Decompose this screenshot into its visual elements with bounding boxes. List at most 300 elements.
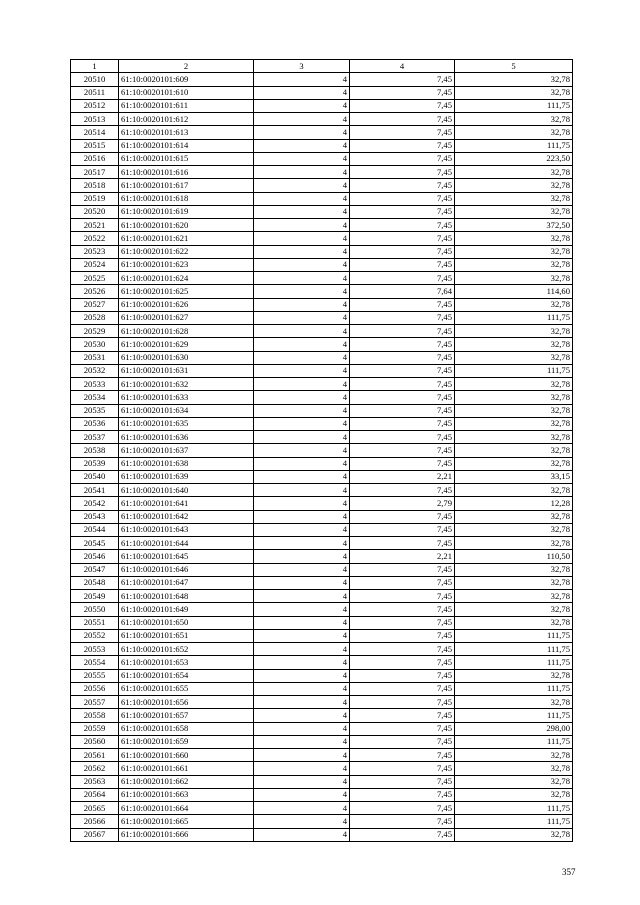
table-row — [71, 629, 573, 642]
table-cell: 32,78 — [455, 510, 573, 523]
table-row — [71, 510, 573, 523]
table-cell: 7,45 — [350, 192, 455, 205]
table-cell: 61:10:0020101:617 — [119, 179, 254, 192]
table-cell: 4 — [254, 444, 350, 457]
table-cell: 7,45 — [350, 788, 455, 801]
table-cell: 7,45 — [350, 431, 455, 444]
table-cell: 7,45 — [350, 457, 455, 470]
table-row — [71, 537, 573, 550]
table-cell: 7,45 — [350, 179, 455, 192]
table-cell: 20525 — [71, 272, 119, 285]
table-cell: 61:10:0020101:636 — [119, 431, 254, 444]
table-cell: 32,78 — [455, 338, 573, 351]
table-cell: 32,78 — [455, 126, 573, 139]
table-cell: 4 — [254, 457, 350, 470]
table-cell: 110,50 — [455, 550, 573, 563]
table-row — [71, 828, 573, 841]
table-row — [71, 73, 573, 86]
table-cell: 114,60 — [455, 285, 573, 298]
table-cell: 61:10:0020101:648 — [119, 590, 254, 603]
table-cell: 7,45 — [350, 523, 455, 536]
table-cell: 33,15 — [455, 470, 573, 483]
table-cell: 61:10:0020101:661 — [119, 762, 254, 775]
table-cell: 32,78 — [455, 378, 573, 391]
table-cell: 7,45 — [350, 166, 455, 179]
table-cell: 111,75 — [455, 709, 573, 722]
table-cell: 7,45 — [350, 603, 455, 616]
table-cell: 20547 — [71, 563, 119, 576]
table-cell: 32,78 — [455, 205, 573, 218]
table-cell: 20566 — [71, 815, 119, 828]
table-row — [71, 404, 573, 417]
table-cell: 111,75 — [455, 682, 573, 695]
table-cell: 20537 — [71, 431, 119, 444]
table-cell: 61:10:0020101:663 — [119, 788, 254, 801]
table-cell: 32,78 — [455, 788, 573, 801]
table-cell: 20522 — [71, 232, 119, 245]
table-cell: 4 — [254, 643, 350, 656]
table-cell: 7,45 — [350, 351, 455, 364]
table-cell: 20565 — [71, 802, 119, 815]
table-cell: 7,45 — [350, 245, 455, 258]
table-row — [71, 709, 573, 722]
table-cell: 20517 — [71, 166, 119, 179]
table-cell: 223,50 — [455, 152, 573, 165]
table-cell: 7,45 — [350, 590, 455, 603]
table-cell: 20557 — [71, 696, 119, 709]
table-cell: 61:10:0020101:652 — [119, 643, 254, 656]
table-row — [71, 245, 573, 258]
table-cell: 298,00 — [455, 722, 573, 735]
table-cell: 20562 — [71, 762, 119, 775]
table-cell: 4 — [254, 656, 350, 669]
table-cell: 4 — [254, 576, 350, 589]
table-cell: 4 — [254, 417, 350, 430]
table-cell: 20548 — [71, 576, 119, 589]
column-header: 1 — [71, 60, 119, 73]
table-cell: 32,78 — [455, 696, 573, 709]
table-cell: 32,78 — [455, 484, 573, 497]
table-cell: 20563 — [71, 775, 119, 788]
table-cell: 20528 — [71, 311, 119, 324]
table-cell: 20514 — [71, 126, 119, 139]
table-cell: 20541 — [71, 484, 119, 497]
table-cell: 20527 — [71, 298, 119, 311]
table-cell: 32,78 — [455, 417, 573, 430]
table-cell: 7,45 — [350, 73, 455, 86]
table-cell: 61:10:0020101:637 — [119, 444, 254, 457]
table-cell: 4 — [254, 126, 350, 139]
table-row — [71, 643, 573, 656]
table-cell: 7,45 — [350, 232, 455, 245]
table-cell: 61:10:0020101:642 — [119, 510, 254, 523]
table-cell: 32,78 — [455, 444, 573, 457]
table-row — [71, 590, 573, 603]
table-cell: 61:10:0020101:662 — [119, 775, 254, 788]
table-cell: 20558 — [71, 709, 119, 722]
table-cell: 32,78 — [455, 775, 573, 788]
table-cell: 20534 — [71, 391, 119, 404]
table-cell: 4 — [254, 709, 350, 722]
table-cell: 61:10:0020101:619 — [119, 205, 254, 218]
table-cell: 7,45 — [350, 510, 455, 523]
table-cell: 61:10:0020101:655 — [119, 682, 254, 695]
table-cell: 2,21 — [350, 550, 455, 563]
table-cell: 4 — [254, 629, 350, 642]
table-cell: 20529 — [71, 325, 119, 338]
table-cell: 4 — [254, 364, 350, 377]
table-cell: 7,45 — [350, 86, 455, 99]
table-cell: 111,75 — [455, 656, 573, 669]
table-cell: 20539 — [71, 457, 119, 470]
table-cell: 61:10:0020101:612 — [119, 113, 254, 126]
table-cell: 20552 — [71, 629, 119, 642]
table-cell: 4 — [254, 166, 350, 179]
table-cell: 32,78 — [455, 404, 573, 417]
table-row — [71, 788, 573, 801]
table-row — [71, 431, 573, 444]
table-cell: 7,45 — [350, 815, 455, 828]
table-cell: 2,79 — [350, 497, 455, 510]
table-row — [71, 696, 573, 709]
table-cell: 32,78 — [455, 166, 573, 179]
table-cell: 7,45 — [350, 749, 455, 762]
table-cell: 7,45 — [350, 444, 455, 457]
table-row — [71, 576, 573, 589]
table-cell: 7,45 — [350, 205, 455, 218]
table-row — [71, 351, 573, 364]
table-cell: 4 — [254, 113, 350, 126]
table-cell: 4 — [254, 378, 350, 391]
table-cell: 32,78 — [455, 391, 573, 404]
table-cell: 4 — [254, 828, 350, 841]
table-cell: 61:10:0020101:658 — [119, 722, 254, 735]
table-cell: 7,45 — [350, 404, 455, 417]
table-cell: 61:10:0020101:614 — [119, 139, 254, 152]
table-cell: 61:10:0020101:628 — [119, 325, 254, 338]
table-cell: 7,45 — [350, 669, 455, 682]
table-cell: 4 — [254, 325, 350, 338]
table-cell: 4 — [254, 404, 350, 417]
table-cell: 61:10:0020101:640 — [119, 484, 254, 497]
table-cell: 111,75 — [455, 139, 573, 152]
table-row — [71, 152, 573, 165]
table-cell: 32,78 — [455, 431, 573, 444]
table-cell: 4 — [254, 775, 350, 788]
table-cell: 4 — [254, 99, 350, 112]
table-row — [71, 219, 573, 232]
table-cell: 7,45 — [350, 696, 455, 709]
table-row — [71, 775, 573, 788]
table-cell: 20519 — [71, 192, 119, 205]
table-cell: 20533 — [71, 378, 119, 391]
table-row — [71, 669, 573, 682]
table-cell: 7,45 — [350, 775, 455, 788]
table-row — [71, 285, 573, 298]
table-cell: 111,75 — [455, 735, 573, 748]
table-row — [71, 417, 573, 430]
table-cell: 32,78 — [455, 523, 573, 536]
table-cell: 4 — [254, 696, 350, 709]
table-cell: 7,45 — [350, 537, 455, 550]
table-cell: 61:10:0020101:639 — [119, 470, 254, 483]
table-cell: 4 — [254, 563, 350, 576]
table-cell: 4 — [254, 152, 350, 165]
table-cell: 4 — [254, 722, 350, 735]
table-cell: 4 — [254, 616, 350, 629]
table-cell: 61:10:0020101:638 — [119, 457, 254, 470]
table-cell: 4 — [254, 73, 350, 86]
table-row — [71, 550, 573, 563]
table-cell: 4 — [254, 245, 350, 258]
table-cell: 32,78 — [455, 828, 573, 841]
table-cell: 20538 — [71, 444, 119, 457]
table-cell: 111,75 — [455, 99, 573, 112]
table-cell: 20512 — [71, 99, 119, 112]
table-cell: 32,78 — [455, 272, 573, 285]
table-cell: 7,45 — [350, 682, 455, 695]
table-cell: 61:10:0020101:631 — [119, 364, 254, 377]
table-cell: 61:10:0020101:659 — [119, 735, 254, 748]
table-cell: 20531 — [71, 351, 119, 364]
table-cell: 20523 — [71, 245, 119, 258]
table-cell: 32,78 — [455, 113, 573, 126]
table-cell: 7,45 — [350, 828, 455, 841]
table-cell: 7,45 — [350, 152, 455, 165]
table-cell: 7,45 — [350, 99, 455, 112]
table-cell: 20536 — [71, 417, 119, 430]
table-row — [71, 232, 573, 245]
table-row — [71, 325, 573, 338]
table-cell: 7,45 — [350, 272, 455, 285]
table-cell: 20510 — [71, 73, 119, 86]
table-cell: 61:10:0020101:635 — [119, 417, 254, 430]
table-cell: 32,78 — [455, 669, 573, 682]
table-cell: 20542 — [71, 497, 119, 510]
table-cell: 61:10:0020101:613 — [119, 126, 254, 139]
table-cell: 61:10:0020101:620 — [119, 219, 254, 232]
table-cell: 7,45 — [350, 311, 455, 324]
table-cell: 111,75 — [455, 629, 573, 642]
table-cell: 4 — [254, 735, 350, 748]
table-cell: 61:10:0020101:647 — [119, 576, 254, 589]
table-cell: 61:10:0020101:664 — [119, 802, 254, 815]
table-cell: 7,45 — [350, 126, 455, 139]
table-cell: 61:10:0020101:609 — [119, 73, 254, 86]
table-row — [71, 364, 573, 377]
table-cell: 32,78 — [455, 457, 573, 470]
table-cell: 7,45 — [350, 762, 455, 775]
table-row — [71, 298, 573, 311]
table-row — [71, 656, 573, 669]
table-cell: 7,45 — [350, 484, 455, 497]
table-cell: 4 — [254, 391, 350, 404]
table-cell: 61:10:0020101:657 — [119, 709, 254, 722]
page-number: 357 — [562, 867, 576, 877]
table-cell: 61:10:0020101:634 — [119, 404, 254, 417]
table-row — [71, 272, 573, 285]
table-cell: 61:10:0020101:616 — [119, 166, 254, 179]
table-cell: 20554 — [71, 656, 119, 669]
table-row — [71, 563, 573, 576]
table-cell: 20515 — [71, 139, 119, 152]
table-row — [71, 126, 573, 139]
table-row — [71, 523, 573, 536]
table-cell: 20567 — [71, 828, 119, 841]
table-cell: 61:10:0020101:665 — [119, 815, 254, 828]
table-cell: 61:10:0020101:666 — [119, 828, 254, 841]
table-cell: 4 — [254, 311, 350, 324]
data-table — [70, 59, 573, 842]
table-cell: 372,50 — [455, 219, 573, 232]
table-cell: 4 — [254, 258, 350, 271]
table-row — [71, 802, 573, 815]
table-cell: 20524 — [71, 258, 119, 271]
table-cell: 32,78 — [455, 351, 573, 364]
table-cell: 7,45 — [350, 417, 455, 430]
table-cell: 61:10:0020101:633 — [119, 391, 254, 404]
table-cell: 20526 — [71, 285, 119, 298]
table-cell: 20530 — [71, 338, 119, 351]
table-cell: 20556 — [71, 682, 119, 695]
table-cell: 4 — [254, 523, 350, 536]
table-cell: 20550 — [71, 603, 119, 616]
table-cell: 12,28 — [455, 497, 573, 510]
table-cell: 20513 — [71, 113, 119, 126]
table-cell: 61:10:0020101:610 — [119, 86, 254, 99]
table-cell: 7,45 — [350, 576, 455, 589]
table-cell: 4 — [254, 285, 350, 298]
table-cell: 61:10:0020101:654 — [119, 669, 254, 682]
table-cell: 7,45 — [350, 616, 455, 629]
table-cell: 61:10:0020101:660 — [119, 749, 254, 762]
table-row — [71, 192, 573, 205]
table-cell: 4 — [254, 351, 350, 364]
table-cell: 7,45 — [350, 391, 455, 404]
table-cell: 111,75 — [455, 364, 573, 377]
table-cell: 20549 — [71, 590, 119, 603]
table-row — [71, 378, 573, 391]
table-cell: 4 — [254, 139, 350, 152]
table-cell: 61:10:0020101:656 — [119, 696, 254, 709]
table-cell: 20521 — [71, 219, 119, 232]
table-cell: 20540 — [71, 470, 119, 483]
table-cell: 4 — [254, 802, 350, 815]
table-cell: 32,78 — [455, 86, 573, 99]
table-cell: 61:10:0020101:632 — [119, 378, 254, 391]
table-cell: 4 — [254, 749, 350, 762]
table-cell: 20518 — [71, 179, 119, 192]
table-cell: 20545 — [71, 537, 119, 550]
column-header: 5 — [455, 60, 573, 73]
table-cell: 4 — [254, 205, 350, 218]
table-cell: 20546 — [71, 550, 119, 563]
table-cell: 61:10:0020101:650 — [119, 616, 254, 629]
table-cell: 61:10:0020101:644 — [119, 537, 254, 550]
table-row — [71, 470, 573, 483]
table-cell: 61:10:0020101:646 — [119, 563, 254, 576]
table-cell: 7,45 — [350, 338, 455, 351]
table-cell: 7,45 — [350, 364, 455, 377]
table-row — [71, 338, 573, 351]
table-cell: 61:10:0020101:630 — [119, 351, 254, 364]
table-row — [71, 603, 573, 616]
table-cell: 4 — [254, 762, 350, 775]
table-cell: 32,78 — [455, 749, 573, 762]
table-cell: 4 — [254, 179, 350, 192]
table-cell: 61:10:0020101:625 — [119, 285, 254, 298]
table-cell: 61:10:0020101:653 — [119, 656, 254, 669]
table-row — [71, 99, 573, 112]
table-cell: 61:10:0020101:615 — [119, 152, 254, 165]
table-cell: 20544 — [71, 523, 119, 536]
table-cell: 4 — [254, 550, 350, 563]
table-cell: 61:10:0020101:645 — [119, 550, 254, 563]
table-cell: 7,45 — [350, 219, 455, 232]
table-cell: 61:10:0020101:626 — [119, 298, 254, 311]
table-row — [71, 497, 573, 510]
table-cell: 4 — [254, 537, 350, 550]
table-cell: 4 — [254, 590, 350, 603]
table-cell: 32,78 — [455, 762, 573, 775]
table-cell: 4 — [254, 510, 350, 523]
table-cell: 61:10:0020101:621 — [119, 232, 254, 245]
table-row — [71, 815, 573, 828]
table-cell: 4 — [254, 338, 350, 351]
table-cell: 111,75 — [455, 643, 573, 656]
table-body — [71, 73, 573, 842]
table-cell: 20532 — [71, 364, 119, 377]
table-cell: 111,75 — [455, 311, 573, 324]
table-cell: 4 — [254, 219, 350, 232]
table-row — [71, 258, 573, 271]
table-cell: 4 — [254, 682, 350, 695]
column-header: 3 — [254, 60, 350, 73]
table-cell: 7,45 — [350, 722, 455, 735]
table-cell: 4 — [254, 669, 350, 682]
table-cell: 61:10:0020101:622 — [119, 245, 254, 258]
table-cell: 111,75 — [455, 815, 573, 828]
table-row — [71, 735, 573, 748]
table-cell: 20511 — [71, 86, 119, 99]
table-cell: 7,45 — [350, 325, 455, 338]
table-cell: 32,78 — [455, 73, 573, 86]
table-cell: 20516 — [71, 152, 119, 165]
table-cell: 61:10:0020101:629 — [119, 338, 254, 351]
table-cell: 4 — [254, 603, 350, 616]
table-cell: 61:10:0020101:624 — [119, 272, 254, 285]
table-cell: 7,45 — [350, 709, 455, 722]
table-cell: 61:10:0020101:611 — [119, 99, 254, 112]
table-row — [71, 484, 573, 497]
table-cell: 7,45 — [350, 629, 455, 642]
table-cell: 32,78 — [455, 298, 573, 311]
table-cell: 20520 — [71, 205, 119, 218]
table-cell: 20535 — [71, 404, 119, 417]
table-cell: 4 — [254, 470, 350, 483]
table-cell: 32,78 — [455, 590, 573, 603]
table-cell: 4 — [254, 192, 350, 205]
table-cell: 7,45 — [350, 802, 455, 815]
table-row — [71, 722, 573, 735]
table-cell: 20560 — [71, 735, 119, 748]
table-cell: 20561 — [71, 749, 119, 762]
table-cell: 4 — [254, 232, 350, 245]
table-cell: 32,78 — [455, 616, 573, 629]
table-cell: 4 — [254, 497, 350, 510]
table-cell: 32,78 — [455, 576, 573, 589]
table-cell: 7,45 — [350, 378, 455, 391]
